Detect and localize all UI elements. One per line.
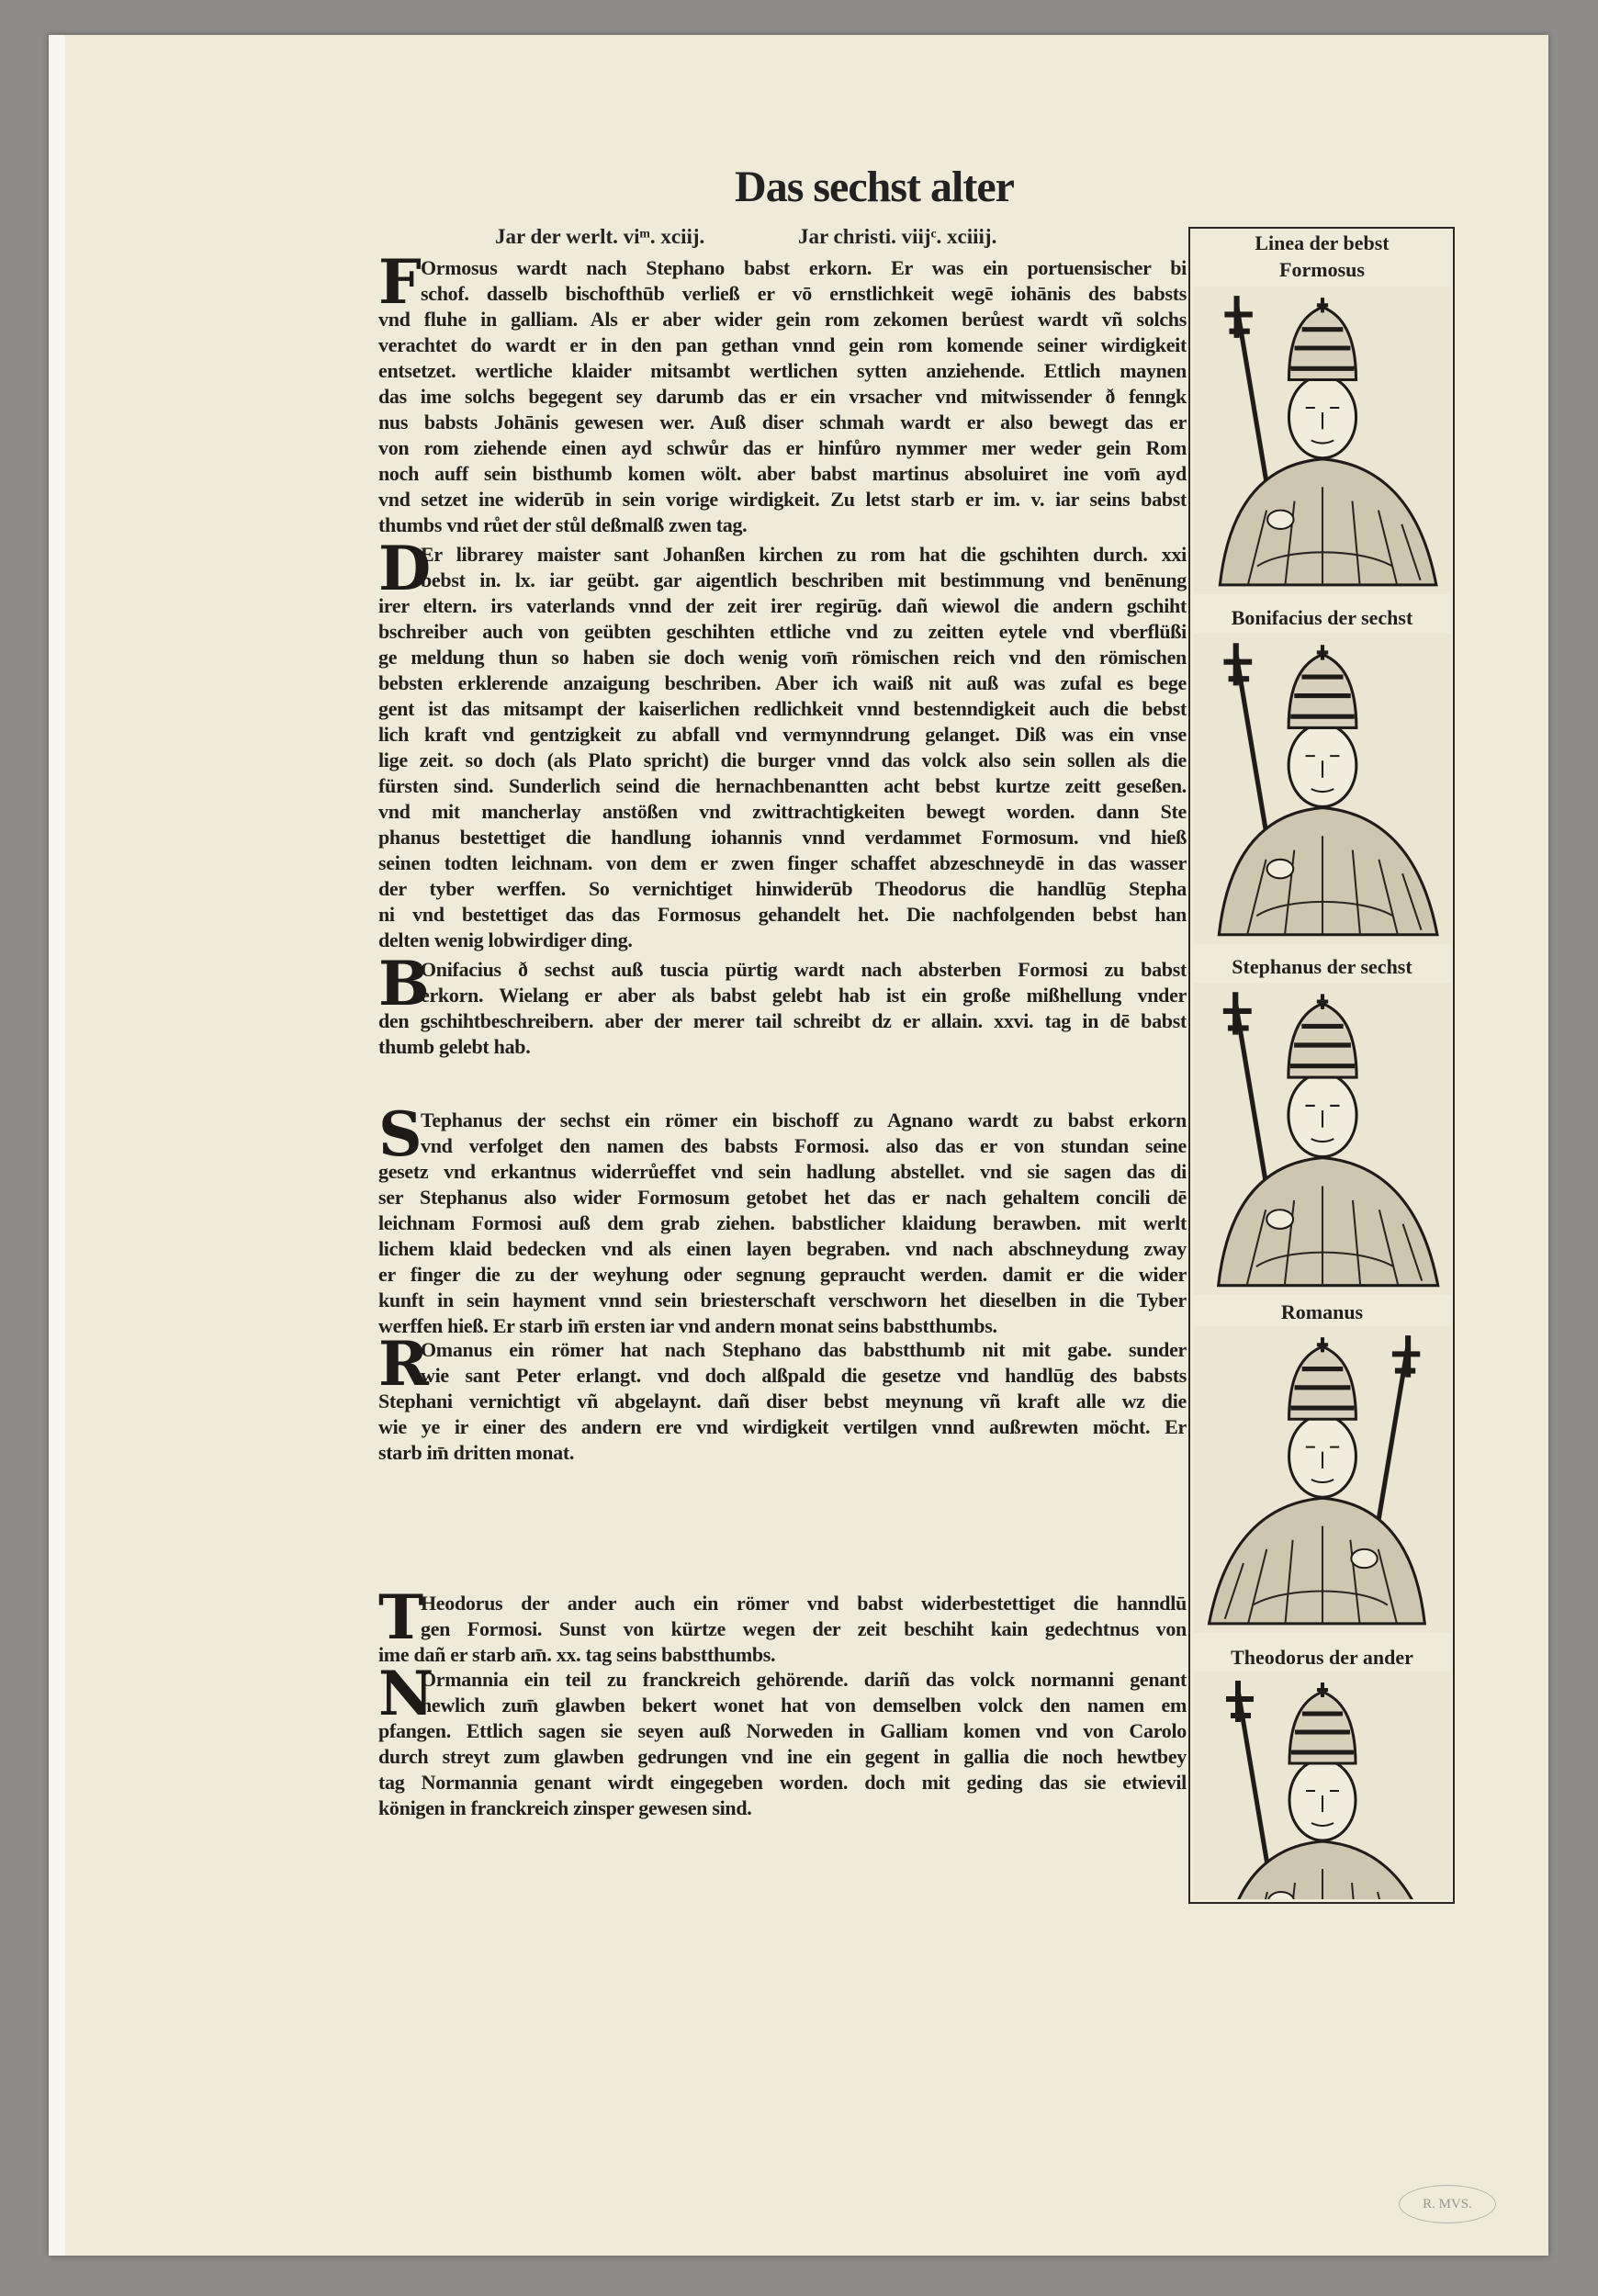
- paragraph: [378, 948, 1187, 1060]
- text-line: gesetz vnd erkantnus widerrůeffet vnd sein hadlung abstellet. vnd sie sagen das di: [378, 1160, 1187, 1183]
- pope-portrait-icon: [1194, 634, 1451, 944]
- text-line: lichem klaid bedecken vnd als einen layen begraben. vnd nach abschneydung zway: [378, 1237, 1187, 1260]
- pope-caption: Theodorus der ander: [1231, 1646, 1413, 1669]
- text-line: starb im̄ dritten monat.: [378, 1441, 575, 1464]
- text-line: bschreiber auch von geübten geschihten ettliche vnd zu zeitten eytele vnd vberflüßi: [378, 620, 1187, 643]
- text-line: gent ist das mitsampt der kaiserlichen redlichkeit vnnd bestenndigkeit auch die bebst: [378, 697, 1187, 720]
- text-line: vnd mit mancherlay anstößen vnd zwittrachtigkeiten bewegt worden. dann Ste: [378, 800, 1187, 823]
- text-line: Er librarey maister sant Johanßen kirchen zu rom hat die gschihten durch. xxi: [421, 543, 1187, 566]
- column-divider: [1188, 227, 1190, 1904]
- text-line: vnd setzet ine widerūb in sein vorige wirdigkeit. Zu letst starb er im. v. iar seins babst: [378, 488, 1187, 511]
- text-line: ser Stephanus also wider Formosum getobet het das er nach gehaltem concili dē: [378, 1186, 1187, 1209]
- text-line: Omanus ein römer hat nach Stephano das babstthumb nit mit gabe. sunder: [421, 1338, 1187, 1361]
- text-line: vnd verfolget den namen des babsts Formosi. also das er von stundan seine: [421, 1134, 1187, 1157]
- pope-caption: Formosus: [1279, 258, 1365, 281]
- paragraph: [378, 533, 1187, 953]
- pope-caption: Romanus: [1280, 1300, 1364, 1323]
- pope-caption: Stephanus der sechst: [1232, 955, 1412, 978]
- text-line: lich kraft vnd gentzigkeit zu abfall vnd vermynndrung gelanget. Diß was ein vnse: [378, 723, 1187, 746]
- text-line: noch auff sein bisthumb komen wölt. aber babst martinus absoluiret ine vom̄ ayd: [378, 462, 1187, 485]
- text-line: Heodorus der ander auch ein römer vnd babst widerbestettiget die hanndlū: [421, 1592, 1187, 1615]
- drop-cap: F: [378, 246, 422, 318]
- drop-cap: T: [378, 1581, 424, 1653]
- paragraph: [378, 1658, 1187, 1821]
- pope-caption: Bonifacius der sechst: [1231, 606, 1413, 629]
- text-line: verachtet do wardt er in den pan gethan vnnd gein rom komende seiner wirdigkeit: [378, 333, 1187, 356]
- text-line: gen Formosi. Sunst von kürtze wegen der zeit beschiht kain gedechtnus von: [421, 1617, 1187, 1640]
- year-of-christ: Jar christi. viijᶜ. xciiij.: [798, 225, 997, 248]
- pope-portrait-icon: [1194, 983, 1451, 1295]
- page-title: Das sechst alter: [735, 163, 1014, 211]
- text-line: pfangen. Ettlich sagen sie seyen auß Norweden in Galliam komen vnd von Carolo: [378, 1719, 1187, 1742]
- text-line: leichnam Formosi auß dem grab ziehen. babstlicher klaidung berawben. mit werlt: [378, 1211, 1187, 1234]
- text-line: Tephanus der sechst ein römer ein bischoff zu Agnano wardt zu babst erkorn: [421, 1109, 1187, 1131]
- text-line: nus babsts Johānis gewesen wer. Auß diser schmah wardt er also bewegt das er: [378, 411, 1187, 433]
- text-line: königen in franckreich zinsper gewesen sind.: [378, 1796, 752, 1819]
- text-line: erkorn. Wielang er aber als babst gelebt hab ist ein große mißhellung vnder: [421, 984, 1187, 1007]
- sidebar-bottom-rule: [1188, 1902, 1455, 1904]
- text-line: tag Normannia genant wirdt eingegeben worden. doch mit geding das sie etwievil: [378, 1771, 1187, 1794]
- paragraph: [378, 1581, 1187, 1668]
- text-line: delten wenig lobwirdiger ding.: [378, 929, 633, 951]
- sidebar-right-rule: [1453, 227, 1455, 1904]
- text-line: lige zeit. so doch (als Plato spricht) die burger vnnd das volck also sein sollen als die: [378, 748, 1187, 771]
- text-line: irer eltern. irs vaterlands vnnd der zeit irer regirūg. dañ wiewol die andern gschiht: [378, 594, 1187, 617]
- text-line: bebsten erklerende anzaigung beschriben. Aber ich waiß nit auß was zufal es bege: [378, 671, 1187, 694]
- text-line: den gschihtbeschreibern. aber der merer tail schreibt dz er allain. xxvi. tag in dē babst: [378, 1009, 1187, 1032]
- year-of-world: Jar der werlt. viᵐ. xciij.: [495, 225, 705, 248]
- paragraph: [378, 1328, 1187, 1466]
- text-line: von rom ziehende einen ayd schwůr das er hinfůro nymmer mer weder gein Rom: [378, 436, 1187, 459]
- drop-cap: D: [378, 533, 432, 604]
- text-line: Stephani vernichtigt vñ abgelaynt. dañ diser bebst meynung vñ kraft alle wz die: [378, 1390, 1187, 1412]
- text-line: Ormosus wardt nach Stephano babst erkorn. Er was ein portuensischer bi: [421, 256, 1187, 279]
- paragraph: [378, 1098, 1187, 1339]
- drop-cap: B: [378, 948, 430, 1019]
- text-line: vnd fluhe in galliam. Als er aber wider gein rom zekomen berůest wardt vñ solchs: [378, 308, 1187, 331]
- text-line: schof. dasselb bischofthūb verließ er vō ernstlichkeit wegē iohānis des babsts: [421, 282, 1187, 305]
- text-line: das ime solchs begegent sey darumb das er ein vrsacher vnd mitwissender ð fenngk: [378, 385, 1187, 408]
- text-line: phanus bestettiget die handlung iohannis vnnd verdammet Formosum. vnd hieß: [378, 826, 1187, 849]
- text-line: Onifacius ð sechst auß tuscia pürtig wardt nach absterben Formosi zu babst: [421, 958, 1187, 981]
- museum-stamp: R. MVS.: [1399, 2185, 1496, 2223]
- sidebar-top-rule: [1188, 227, 1455, 229]
- paragraph: [378, 246, 1187, 538]
- text-line: wie ye ir einer des andern ere vnd wirdigkeit vertilgen vnnd außrewten möcht. Er: [378, 1415, 1187, 1438]
- text-line: kunft in sein hayment vnnd sein briesterschaft verschworn het dieselben in die Tyber: [378, 1289, 1187, 1311]
- text-line: Ormannia ein teil zu franckreich gehörende. dariñ das volck normanni genant: [421, 1668, 1187, 1691]
- pope-portrait-icon: [1194, 1326, 1451, 1633]
- text-line: durch streyt zum glawben gedrungen vnd ine ein gegent in gallia die noch hewtbey: [378, 1745, 1187, 1768]
- drop-cap: R: [378, 1328, 429, 1400]
- text-line: wie sant Peter erlangt. vnd doch alßpald die gesetze vnd handlūg des babsts: [421, 1364, 1187, 1387]
- paper-edge: [49, 35, 65, 2256]
- pope-portrait-icon: [1194, 1671, 1451, 1899]
- drop-cap: S: [378, 1098, 422, 1170]
- text-line: bebst in. lx. iar geübt. gar aigentlich beschriben mit bestimmung vnd benēnung: [421, 568, 1187, 591]
- text-line: seinen todten leichnam. von dem er zwen finger schaffet abzeschneydē in das wasser: [378, 851, 1187, 874]
- text-line: er finger die zu der weyhung oder segnung gepraucht werden. damit er die wider: [378, 1263, 1187, 1286]
- text-line: werffen hieß. Er starb im̄ ersten iar vnd andern monat seins babstthumbs.: [378, 1314, 997, 1337]
- pope-portrait-icon: [1194, 287, 1451, 594]
- text-line: ge meldung thun so haben sie doch wenig vom̄ römischen reich vnd den römischen: [378, 646, 1187, 669]
- text-line: thumbs vnd růet der stůl deßmalß zwen tag.: [378, 513, 748, 536]
- text-line: ni vnd bestettiget das das Formosus gehandelt het. Die nachfolgenden bebst han: [378, 903, 1187, 926]
- sidebar-heading: Linea der bebst: [1255, 231, 1390, 254]
- text-line: ime dañ er starb am̄. xx. tag seins babstthumbs.: [378, 1643, 776, 1666]
- text-line: newlich zum̄ glawben bekert wonet hat von demselben volck den namen em: [421, 1694, 1187, 1716]
- text-line: fürsten sind. Sunderlich seind die hernachbenantten acht bebst kurtze zeitt geseßen.: [378, 774, 1187, 797]
- text-line: entsetzet. wertliche klaider mitsambt wertlichen sytten anziehende. Ettlich maynen: [378, 359, 1187, 382]
- text-line: der tyber werffen. So vernichtiget hinwiderūb Theodorus die handlūg Stepha: [378, 877, 1187, 900]
- drop-cap: N: [378, 1658, 434, 1729]
- text-line: thumb gelebt hab.: [378, 1035, 531, 1058]
